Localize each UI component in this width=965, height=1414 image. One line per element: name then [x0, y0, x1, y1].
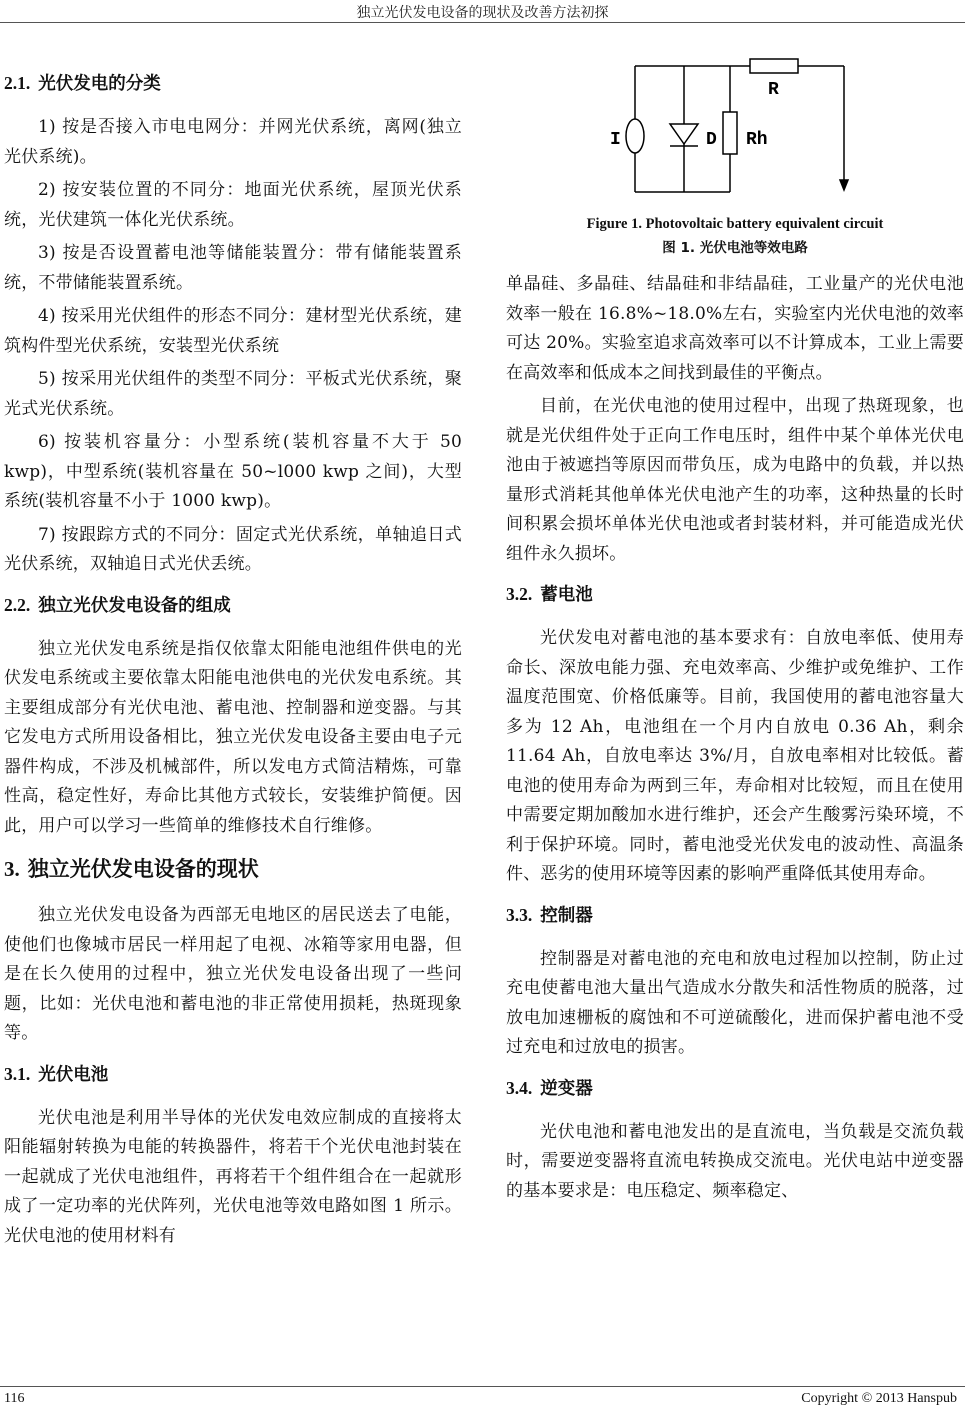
list-item: 5) 按采用光伏组件的类型不同分：平板式光伏系统，聚光式光伏系统。 — [4, 369, 462, 419]
figure-caption-zh: 图 1. 光伏电池等效电路 — [662, 240, 808, 256]
paragraph: 单晶硅、多晶硅、结晶硅和非结晶硅，工业量产的光伏电池效率一般在 16.8%~18.0%左右，实验室内光伏电池的效率可达 20%。实验室追求高效率可以不计算成本，工业上需要在高效率和低成本之间找到最佳的平衡点。 — [506, 274, 964, 383]
footer-rule — [0, 1386, 965, 1387]
section-3-heading — [4, 853, 462, 885]
section-3-3-heading — [506, 900, 964, 931]
section-number: 3. — [4, 857, 20, 881]
section-number: 3.4. — [506, 1077, 533, 1098]
label-r: R — [768, 80, 779, 100]
list-item: 7) 按跟踪方式的不同分：固定式光伏系统，单轴追日式光伏系统，双轴追日式光伏丢统。 — [4, 524, 462, 574]
resistor-r — [750, 59, 798, 73]
diode-icon — [670, 124, 698, 144]
header-rule — [0, 22, 965, 23]
section-title: 光伏发电的分类 — [38, 74, 161, 94]
section-number: 2.1. — [4, 73, 31, 93]
paragraph: 光伏电池是利用半导体的光伏发电效应制成的直接将太阳能辐射转换为电能的转换器件，将若干个光伏电池封装在一起就成了光伏电池组件，再将若干个组件组合在一起就形成了一定功率的光伏阵列，光伏电池等效电路如图 1 所示。光伏电池的使用材料有 — [4, 1107, 462, 1246]
page-number: 116 — [4, 1391, 25, 1406]
paragraph: 光伏发电对蓄电池的基本要求有：自放电率低、使用寿命长、深放电能力强、充电效率高、少维护或免维护、工作温度范围宽、价格低廉等。目前，我国使用的蓄电池容量大多为 12 Ah，电池组在一个月内自放电 0.36 Ah，剩余 11.64 Ah，自放电率达 3%/月，自放电率相对比较低。蓄电池的使用寿命为两到三年，寿命相对比较短，而且在使用中需要定期加酸加水进行维护，还会产生酸雾污染环境，不利于保护环境。同时，蓄电池受光伏发电的波动性、高温条件、恶劣的使用环境等因素的影响严重降低其使用寿命。 — [506, 628, 964, 884]
paragraph: 目前，在光伏电池的使用过程中，出现了热斑现象，也就是光伏组件处于正向工作电压时，组件中某个单体光伏电池由于被遮挡等原因而带负压，成为电路中的负载，并以热量形式消耗其他单体光伏电池产生的功率，这种热量的长时间积累会损坏单体光伏电池或者封装材料，并可能造成光伏组件永久损坏。 — [506, 396, 964, 564]
section-title: 独立光伏发电设备的组成 — [38, 595, 231, 616]
section-2-1-heading — [4, 68, 462, 99]
right-column — [506, 270, 964, 1210]
section-number: 3.3. — [506, 904, 533, 925]
list-item: 3) 按是否设置蓄电池等储能装置分：带有储能装置系统，不带储能装置系统。 — [4, 243, 462, 293]
paragraph: 光伏电池和蓄电池发出的是直流电，当负载是交流负载时，需要逆变器将直流电转换成交流电。光伏电站中逆变器的基本要求是：电压稳定、频率稳定、 — [506, 1121, 964, 1201]
paragraph: 控制器是对蓄电池的充电和放电过程加以控制，防止过充电使蓄电池大量出气造成水分散失和活性物质的脱落，过放电加速栅板的腐蚀和不可逆硫酸化，进而保护蓄电池不受过充电和过放电的损害。 — [506, 948, 964, 1057]
paragraph: 独立光伏发电设备为西部无电地区的居民送去了电能，使他们也像城市居民一样用起了电视、冰箱等家用电器，但是在长久使用的过程中，独立光伏发电设备出现了一些问题，比如：光伏电池和蓄电池的非正常使用损耗，热斑现象等。 — [4, 905, 462, 1043]
label-rh: Rh — [746, 130, 768, 150]
resistor-rh — [723, 112, 737, 154]
section-title: 控制器 — [540, 905, 593, 926]
section-title: 光伏电池 — [38, 1064, 109, 1085]
current-source-icon — [626, 119, 644, 153]
section-3-2-heading — [506, 579, 964, 610]
list-item: 4) 按采用光伏组件的形态不同分：建材型光伏系统，建筑构件型光伏系统，安装型光伏系统 — [4, 306, 462, 356]
list-item: 6) 按装机容量分：小型系统(装机容量不大于 50 kwp)，中型系统(装机容量在 50~l000 kwp 之间)，大型系统(装机容量不小于 1000 kwp)。 — [4, 432, 462, 511]
label-d: D — [706, 130, 717, 150]
figure-caption-en: Figure 1. Photovoltaic battery equivalent circuit — [586, 216, 884, 232]
section-3-1-heading — [4, 1059, 462, 1090]
label-i: I — [610, 130, 621, 150]
section-2-2-heading — [4, 590, 462, 621]
section-number: 3.2. — [506, 584, 533, 604]
copyright-notice: Copyright © 2013 Hanspub — [801, 1391, 957, 1406]
list-item: 1) 按是否接入市电电网分：并网光伏系统，离网(独立光伏系统)。 — [4, 117, 462, 167]
section-title: 独立光伏发电设备的现状 — [27, 857, 259, 881]
arrow-head-icon — [840, 180, 848, 190]
section-3-4-heading — [506, 1073, 964, 1104]
running-header: 独立光伏发电设备的现状及改善方法初探 — [356, 5, 609, 21]
section-number: 2.2. — [4, 594, 31, 615]
paragraph: 独立光伏发电系统是指仅依靠太阳能电池组件供电的光伏发电系统或主要依靠太阳能电池供电的光伏发电系统。其主要组成部分有光伏电池、蓄电池、控制器和逆变器。与其它发电方式所用设备相比，独立光伏发电设备主要由电子元器件构成，不涉及机械部件，所以发电方式简洁精炼，可靠性高，稳定性好，寿命比其他方式较长，安装维护简便。因此，用户可以学习一些简单的维修技术自行维修。 — [4, 638, 462, 836]
left-column — [4, 58, 462, 1255]
section-number: 3.1. — [4, 1063, 31, 1084]
list-item: 2) 按安装位置的不同分：地面光伏系统，屋顶光伏系统，光伏建筑一体化光伏系统。 — [4, 180, 462, 230]
section-title: 逆变器 — [540, 1078, 593, 1099]
section-title: 蓄电池 — [540, 585, 593, 605]
